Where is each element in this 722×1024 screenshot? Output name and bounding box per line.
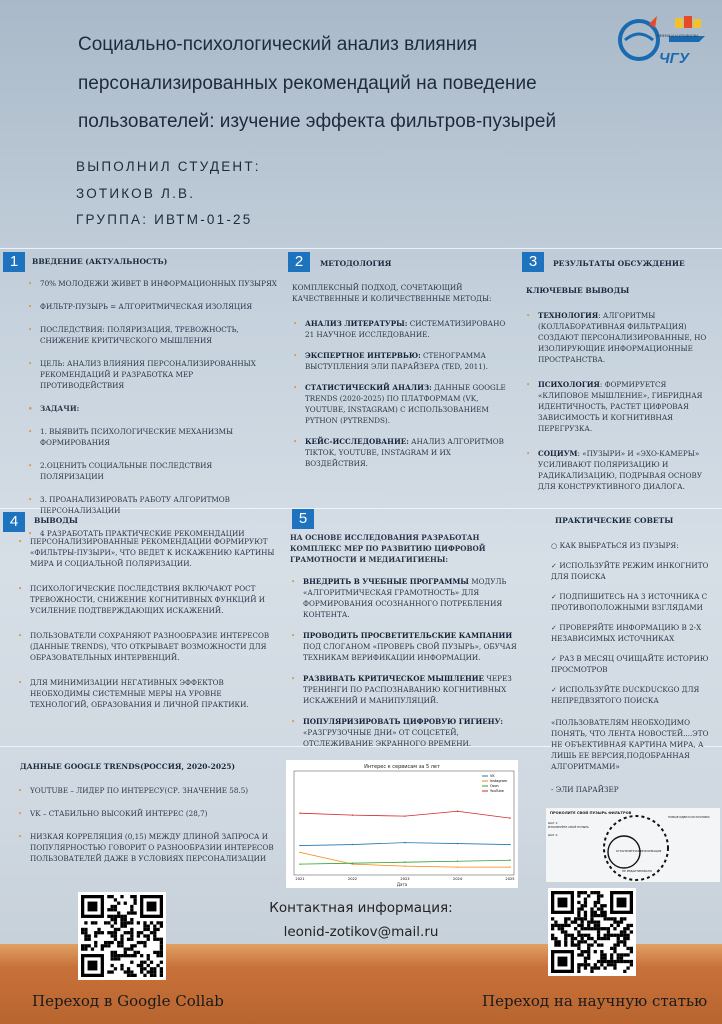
list-item: • VK – СТАБИЛЬНО ВЫСОКИЙ ИНТЕРЕС (28,7)	[30, 808, 274, 819]
chart-frame	[294, 771, 514, 875]
diagram-title: ПРОКОЛИТЕ СВОЙ ПУЗЫРЬ ФИЛЬТРОВ	[550, 811, 632, 815]
legend-label: Instagram	[490, 779, 508, 784]
list-item: • 2.ОЦЕНИТЬ СОЦИАЛЬНЫЕ ПОСЛЕДСТВИЯ ПОЛЯРИЗАЦИИ	[40, 460, 278, 482]
list-item: • ПСИХОЛОГИЯ: ФОРМИРУЕТСЯ «КЛИПОВОЕ МЫШЛЕНИЕ», ГИБРИДНАЯ ИДЕНТИЧНОСТЬ, РАСТЕТ ЦИФРОВАЯ ЗАВИСИМОСТЬ И КОГНИТИВНАЯ ПЕРЕГРУЗКА.	[538, 379, 718, 434]
author-group: ГРУППА: ИВТМ-01-25	[76, 212, 253, 227]
list-item: • СТАТИСТИЧЕСКИЙ АНАЛИЗ: ДАННЫЕ GOOGLE TRENDS (2020-2025) ПО ПЛАТФОРМАМ (VK, YOUTUBE, INSTAGRAM) С ИСПОЛЬЗОВАНИЕМ PYTHON (PYTRENDS).	[305, 382, 507, 426]
x-tick-label: 2023	[400, 877, 410, 881]
check-icon: ✓	[551, 623, 560, 632]
article-link[interactable]: Переход на научную статью	[482, 992, 708, 1010]
tips-block	[551, 540, 719, 795]
section-number: 2	[288, 252, 310, 272]
data-point	[509, 844, 510, 845]
filter-bubble-diagram	[546, 808, 720, 882]
data-point	[352, 814, 353, 815]
qr-code-collab[interactable]	[78, 892, 166, 980]
data-point	[299, 813, 300, 814]
trends-heading: ДАННЫЕ GOOGLE TRENDS(РОССИЯ, 2020-2025)	[20, 762, 236, 771]
x-tick-label: 2024	[452, 877, 463, 881]
globe-icon	[613, 10, 713, 80]
data-point	[352, 844, 353, 845]
bubble-icon: ○	[551, 541, 560, 550]
author-line: ВЫПОЛНИЛ СТУДЕНТ:	[76, 159, 261, 174]
method-list	[305, 318, 507, 469]
list-item: • ТЕХНОЛОГИЯ: АЛГОРИТМЫ (КОЛЛАБОРАТИВНАЯ ФИЛЬТРАЦИЯ) СОЗДАЮТ ПЕРСОНАЛИЗИРОВАННЫЕ, НО ИЗОЛИРУЮЩИЕ ИНФОРМАЦИОННЫЕ ПРОСТРАНСТВА.	[538, 310, 718, 365]
diagram-step1-text: ИЗОЛИРУЙТЕ СВОЙ ПУЗЫРЬ	[548, 825, 589, 829]
list-item: • ФИЛЬТР-ПУЗЫРЬ = АЛГОРИТМИЧЕСКАЯ ИЗОЛЯЦИЯ	[40, 301, 278, 312]
section-heading: РЕЗУЛЬТАТЫ ОБСУЖДЕНИЕ	[553, 259, 685, 268]
tip-item: ✓ РАЗ В МЕСЯЦ ОЧИЩАЙТЕ ИСТОРИЮ ПРОСМОТРОВ	[551, 654, 709, 674]
results-list	[538, 310, 718, 492]
list-item: • ПОСЛЕДСТВИЯ: ПОЛЯРИЗАЦИЯ, ТРЕВОЖНОСТЬ, СНИЖЕНИЕ КРИТИЧЕСКОГО МЫШЛЕНИЯ	[40, 324, 278, 346]
subheading: КЛЮЧЕВЫЕ ВЫВОДЫ	[526, 286, 630, 295]
tip-item: ✓ ПОДПИШИТЕСЬ НА 3 ИСТОЧНИКА С ПРОТИВОПОЛОЖНЫМИ ВЗГЛЯДАМИ	[551, 592, 708, 612]
quote-author: - ЭЛИ ПАРАЙЗЕР	[551, 785, 619, 794]
data-point	[457, 866, 458, 867]
list-item: • ДЛЯ МИНИМИЗАЦИИ НЕГАТИВНЫХ ЭФФЕКТОВ НЕОБХОДИМЫ СИСТЕМНЫЕ МЕРЫ НА УРОВНЕ ТЕХНОЛОГИЙ, ОБРАЗОВАНИЯ И ЛИЧНОЙ ПРАКТИКИ.	[30, 677, 278, 710]
list-item: • YOUTUBE – ЛИДЕР ПО ИНТЕРЕСУ(СР. ЗНАЧЕНИЕ 58.5)	[30, 785, 274, 796]
section-heading: ВЫВОДЫ	[34, 516, 78, 525]
list-item: • НИЗКАЯ КОРРЕЛЯЦИЯ (0,15) МЕЖДУ ДЛИНОЙ ЗАПРОСА И ПОПУЛЯРНОСТЬЮ ГОВОРИТ О РАЗНООБРАЗИИ ИНТЕРЕСОВ ПОЛЬЗОВАТЕЛЕЙ ДАЖЕ В УСЛОВИЯХ ПЕРСОНАЛИЗАЦИИ	[30, 831, 274, 864]
diagram-bottom: НЕ РЕДАКТИРОВАНО	[622, 869, 653, 873]
contact-email[interactable]: leonid-zotikov@mail.ru	[283, 924, 439, 940]
list-item: • КЕЙС-ИССЛЕДОВАНИЕ: АНАЛИЗ АЛГОРИТМОВ TIKTOK, YOUTUBE, INSTAGRAM И ИХ ВОЗДЕЙСТВИЯ.	[305, 436, 507, 469]
chart-title: Интерес к сервисам за 5 лет	[364, 764, 440, 770]
x-tick-label: 2021	[295, 877, 305, 881]
author-name: ЗОТИКОВ Л.В.	[76, 185, 196, 201]
logo-text: ЧГУ	[659, 50, 689, 67]
list-item: • СОЦИУМ: «ПУЗЫРИ» И «ЭХО-КАМЕРЫ» УСИЛИВАЮТ ПОЛЯРИЗАЦИЮ И РАДИКАЛИЗАЦИЮ, ПОДРЫВАЯ ОСНОВУ ДЛЯ КОНСТРУКТИВНОГО ДИАЛОГА.	[538, 448, 718, 492]
data-point	[299, 845, 300, 846]
list-item: • ЭКСПЕРТНОЕ ИНТЕРВЬЮ: СТЕНОГРАММА ВЫСТУПЛЕНИЯ ЭЛИ ПАРАЙЗЕРА (TED, 2011).	[305, 350, 507, 372]
data-point	[299, 852, 300, 853]
tip-item: ✓ ИСПОЛЬЗУЙТЕ DUCKDUCKGO ДЛЯ НЕПРЕДВЗЯТОГО ПОИСКА	[551, 685, 700, 705]
check-icon: ✓	[551, 592, 560, 601]
quote: «ПОЛЬЗОВАТЕЛЯМ НЕОБХОДИМО ПОНЯТЬ, ЧТО ЛЕНТА НОВОСТЕЙ....ЭТО НЕ ОБЪЕКТИВНАЯ КАРТИНА МИРА, А ЛИШЬ ЕЕ ВЕРСИЯ,ПОДОБРАННАЯ АЛГОРИТМАМИ»	[551, 718, 709, 771]
data-point	[509, 860, 510, 861]
trends-list	[30, 785, 274, 864]
diagram-right: НОВЫЕ ИДЕИ И ИСТОЧНИКИ	[668, 815, 710, 819]
list-item: • ПЕРСОНАЛИЗИРОВАННЫЕ РЕКОМЕНДАЦИИ ФОРМИРУЮТ «ФИЛЬТРЫ-ПУЗЫРИ», ЧТО ВЕДЕТ К ИСКАЖЕНИЮ КАРТИНЫ МИРА И СОЦИАЛЬНОЙ ПОЛЯРИЗАЦИИ.	[30, 536, 278, 569]
tips-subheading: ○ КАК ВЫБРАТЬСЯ ИЗ ПУЗЫРЯ:	[551, 541, 679, 550]
section-number: 3	[522, 252, 544, 272]
tips-heading: ПРАКТИЧЕСКИЕ СОВЕТЫ	[555, 516, 674, 525]
contact-label: Контактная информация:	[269, 900, 453, 916]
tip-item: ✓ ПРОВЕРЯЙТЕ ИНФОРМАЦИЮ В 2-Х НЕЗАВИСИМЫХ ИСТОЧНИКАХ	[551, 623, 702, 643]
list-item: • АНАЛИЗ ЛИТЕРАТУРЫ: СИСТЕМАТИЗИРОВАНО 21 НАУЧНОЕ ИССЛЕДОВАНИЕ.	[305, 318, 507, 340]
author-block	[76, 154, 261, 234]
data-point	[404, 842, 405, 843]
list-item: • ВНЕДРИТЬ В УЧЕБНЫЕ ПРОГРАММЫ МОДУЛЬ «АЛГОРИТМИЧЕСКАЯ ГРАМОТНОСТЬ» ДЛЯ ФОРМИРОВАНИЯ ОСОЗНАННОГО ПОТРЕБЛЕНИЯ КОНТЕНТА.	[303, 576, 521, 620]
chart-xlabel: Дата	[396, 882, 408, 887]
data-point	[299, 863, 300, 864]
method-intro: КОМПЛЕКСНЫЙ ПОДХОД, СОЧЕТАЮЩИЙ КАЧЕСТВЕННЫЕ И КОЛИЧЕСТВЕННЫЕ МЕТОДЫ:	[292, 283, 492, 303]
legend-label: VK	[490, 774, 495, 779]
bubble-diagram	[546, 808, 720, 882]
data-point	[457, 811, 458, 812]
qr-code-article[interactable]	[548, 888, 636, 976]
list-item: • ПРОВОДИТЬ ПРОСВЕТИТЕЛЬСКИЕ КАМПАНИИ ПОД СЛОГАНОМ «ПРОВЕРЬ СВОЙ ПУЗЫРЬ», ОБУЧАЯ ТЕХНИКАМ ВЕРИФИКАЦИИ ИНФОРМАЦИИ.	[303, 630, 521, 663]
data-point	[457, 843, 458, 844]
logo-small-text: ИМЕНИ И.Н.УЛЬЯНОВА	[657, 34, 699, 38]
list-item: • ПОЛЬЗОВАТЕЛИ СОХРАНЯЮТ РАЗНООБРАЗИЕ ИНТЕРЕСОВ (ДАННЫЕ TRENDS), ЧТО ОТКРЫВАЕТ ВОЗМОЖНОСТИ ДЛЯ ОБРАЗОВАТЕЛЬНЫХ ИНТЕРВЕНЦИЙ.	[30, 630, 278, 663]
measures-list	[303, 576, 521, 749]
legend-label: Ozon	[490, 784, 499, 789]
list-item: • ПОПУЛЯРИЗИРОВАТЬ ЦИФРОВУЮ ГИГИЕНУ: «РАЗГРУЗОЧНЫЕ ДНИ» ОТ СОЦСЕТЕЙ, ОТСЛЕЖИВАНИЕ ЭКРАННОГО ВРЕМЕНИ.	[303, 716, 521, 749]
list-item: • ЦЕЛЬ: АНАЛИЗ ВЛИЯНИЯ ПЕРСОНАЛИЗИРОВАННЫХ РЕКОМЕНДАЦИЙ И РАЗРАБОТКА МЕР ПРОТИВОДЕЙСТВИЯ	[40, 358, 278, 391]
trends-chart	[286, 760, 518, 888]
list-item: • 4 РАЗРАБОТАТЬ ПРАКТИЧЕСКИЕ РЕКОМЕНДАЦИИ	[40, 528, 278, 539]
section-number: 5	[292, 509, 314, 529]
x-tick-label: 2025	[505, 877, 515, 881]
section-number: 4	[3, 512, 25, 532]
tip-item: ✓ ИСПОЛЬЗУЙТЕ РЕЖИМ ИНКОГНИТО ДЛЯ ПОИСКА	[551, 561, 709, 581]
diagram-step1: ШАГ 1:	[548, 821, 559, 825]
list-item: • РАЗВИВАТЬ КРИТИЧЕСКОЕ МЫШЛЕНИЕ ЧЕРЕЗ ТРЕНИНГИ ПО РАСПОЗНАВАНИЮ КОГНИТИВНЫХ ИСКАЖЕНИЙ И МАНИПУЛЯЦИЙ.	[303, 673, 521, 706]
check-icon: ✓	[551, 654, 560, 663]
check-icon: ✓	[551, 561, 560, 570]
collab-link[interactable]: Переход в Google Collab	[32, 992, 224, 1010]
poster-title: Социально-психологический анализ влияния персонализированных рекомендаций на поведение пользователей: изучение эффекта фильтров-пузырей	[78, 34, 557, 132]
line-chart	[286, 760, 518, 888]
data-point	[404, 862, 405, 863]
data-point	[457, 861, 458, 862]
diagram-center: ОГРАНИЧЕННАЯ ИНФОРМАЦИЯ	[616, 849, 662, 853]
data-point	[509, 817, 510, 818]
check-icon: ✓	[551, 685, 560, 694]
series-line-instagram	[300, 852, 510, 867]
data-point	[352, 862, 353, 863]
section-heading: ВВЕДЕНИЕ (АКТУАЛЬНОСТЬ)	[32, 257, 168, 266]
list-item: • ЗАДАЧИ:	[40, 403, 278, 414]
qr-icon	[551, 891, 633, 973]
section-heading: МЕТОДОЛОГИЯ	[320, 259, 392, 268]
list-item: • 70% МОЛОДЕЖИ ЖИВЕТ В ИНФОРМАЦИОННЫХ ПУЗЫРЯХ	[40, 278, 278, 289]
divider	[0, 248, 722, 249]
conclusions-list	[30, 536, 278, 710]
intro-list	[40, 278, 278, 539]
data-point	[509, 866, 510, 867]
list-item: • 3. ПРОАНАЛИЗИРОВАТЬ РАБОТУ АЛГОРИТМОВ ПЕРСОНАЛИЗАЦИИ	[40, 494, 278, 516]
list-item: • 1. ВЫЯВИТЬ ПСИХОЛОГИЧЕСКИЕ МЕХАНИЗМЫ ФОРМИРОВАНИЯ	[40, 426, 278, 448]
data-point	[404, 865, 405, 866]
section-number: 1	[3, 252, 25, 272]
series-line-youtube	[300, 811, 510, 818]
diagram-step2: ШАГ 2:	[548, 833, 559, 837]
measures-intro: НА ОСНОВЕ ИССЛЕДОВАНИЯ РАЗРАБОТАН КОМПЛЕКС МЕР ПО РАЗВИТИЮ ЦИФРОВОЙ ГРАМОТНОСТИ И МЕДИАГИГИЕНЫ:	[290, 533, 486, 564]
x-tick-label: 2022	[347, 877, 358, 881]
list-item: • ПСИХОЛОГИЧЕСКИЕ ПОСЛЕДСТВИЯ ВКЛЮЧАЮТ РОСТ ТРЕВОЖНОСТИ, СНИЖЕНИЕ КОГНИТИВНЫХ ФУНКЦИЙ И УСИЛЕНИЕ ПОДТВЕРЖДАЮЩИХ ИСКАЖЕНИЙ.	[30, 583, 278, 616]
university-logo	[613, 10, 713, 80]
data-point	[404, 815, 405, 816]
qr-icon	[81, 895, 163, 977]
legend-label: YouTube	[490, 789, 504, 794]
